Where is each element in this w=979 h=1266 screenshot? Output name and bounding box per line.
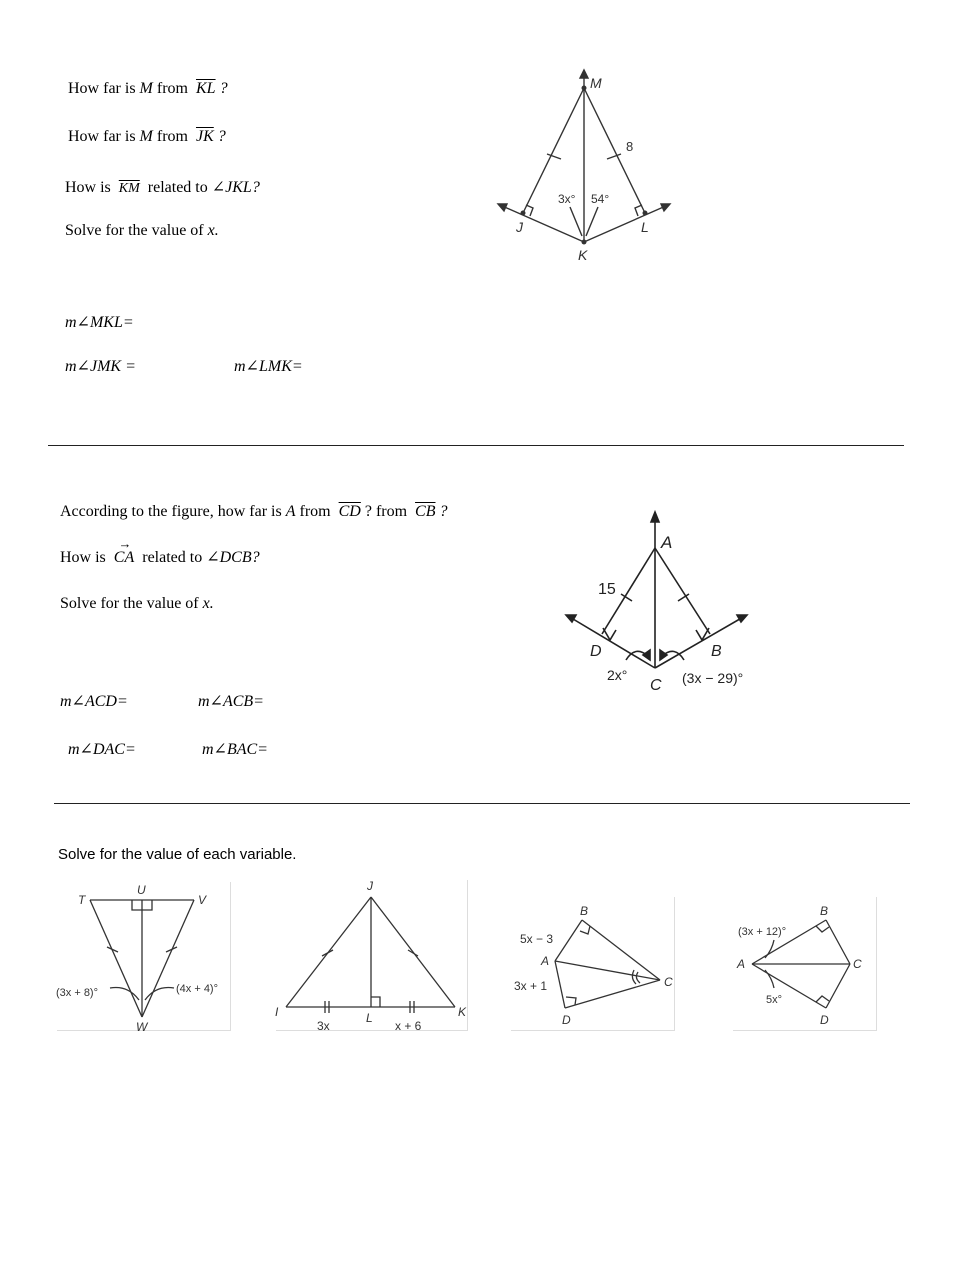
label-a: A xyxy=(541,954,550,968)
label-5x-3: 5x − 3 xyxy=(520,932,554,946)
label-d: D xyxy=(820,1013,829,1027)
label-c: C xyxy=(664,975,673,989)
label-a: A xyxy=(661,533,673,552)
figure-kite-abcd-1 xyxy=(505,895,685,1035)
label-l: L xyxy=(366,1011,373,1025)
label-u: U xyxy=(137,883,146,897)
label-3x-8: (3x + 8)° xyxy=(56,987,98,999)
label-d: D xyxy=(562,1013,571,1027)
label-b: B xyxy=(820,904,829,918)
question-solve-x-1: Solve for the value of x. xyxy=(65,222,219,239)
label-j: J xyxy=(516,219,523,235)
label-k: K xyxy=(458,1005,467,1019)
label-v: V xyxy=(198,893,207,907)
label-t: T xyxy=(78,893,86,907)
question-solve-x-2: Solve for the value of x. xyxy=(60,595,214,612)
label-l: L xyxy=(641,219,649,235)
label-x-6: x + 6 xyxy=(395,1019,422,1033)
answer-bac: m∠BAC= xyxy=(202,741,268,758)
label-angle-3x-29: (3x − 29)° xyxy=(682,670,744,686)
label-3x-12: (3x + 12)° xyxy=(738,926,787,938)
label-k: K xyxy=(578,247,588,263)
label-a: A xyxy=(737,957,746,971)
label-j: J xyxy=(367,879,373,893)
label-4x-4: (4x + 4)° xyxy=(176,983,218,995)
label-d: D xyxy=(590,643,602,660)
question-distance-m-kl: How far is M from $\overline{KL}$ ? xyxy=(68,80,228,97)
figure-isosceles-ijkl xyxy=(270,876,470,1036)
label-length-15: 15 xyxy=(598,581,616,598)
figure-kite-abcd-2 xyxy=(730,895,890,1035)
question-distance-a: According to the figure, how far is A from $\overline{CD}$ ? from $\overline{CB}$ ? xyxy=(60,503,448,520)
label-5x: 5x° xyxy=(766,994,783,1006)
label-c: C xyxy=(853,957,862,971)
divider-1 xyxy=(48,445,904,446)
question-ca-relation: How is → CA related to ∠DCB? xyxy=(60,547,260,567)
answer-jmk: m∠JMK = xyxy=(65,358,136,375)
label-length-8: 8 xyxy=(626,139,634,154)
label-3x-1: 3x + 1 xyxy=(514,979,548,993)
section-3-title: Solve for the value of each variable. xyxy=(58,846,297,863)
label-m: M xyxy=(590,75,602,91)
question-distance-m-jk: How far is M from $\overline{JK}$ ? xyxy=(68,128,226,145)
label-b: B xyxy=(711,643,722,660)
label-c: C xyxy=(650,677,662,694)
answer-acb: m∠ACB= xyxy=(198,693,264,710)
figure-angle-bisector-ca xyxy=(560,510,760,694)
label-angle-54: 54° xyxy=(591,192,610,206)
figure-angle-bisector-mk xyxy=(490,65,690,265)
answer-acd: m∠ACD= xyxy=(60,693,128,710)
label-angle-3x: 3x° xyxy=(558,192,576,206)
figure-isosceles-tuvw xyxy=(52,880,232,1035)
label-3x: 3x xyxy=(317,1019,330,1033)
label-b: B xyxy=(580,904,589,918)
label-i: I xyxy=(275,1005,279,1019)
answer-mkl: m∠MKL= xyxy=(65,314,134,331)
label-angle-2x: 2x° xyxy=(607,667,628,683)
answer-dac: m∠DAC= xyxy=(68,741,136,758)
divider-2 xyxy=(54,803,910,804)
question-km-relation: How is $\overline{KM}$ related to ∠JKL? xyxy=(65,179,260,196)
label-w: W xyxy=(136,1020,148,1034)
answer-lmk: m∠LMK= xyxy=(234,358,303,375)
